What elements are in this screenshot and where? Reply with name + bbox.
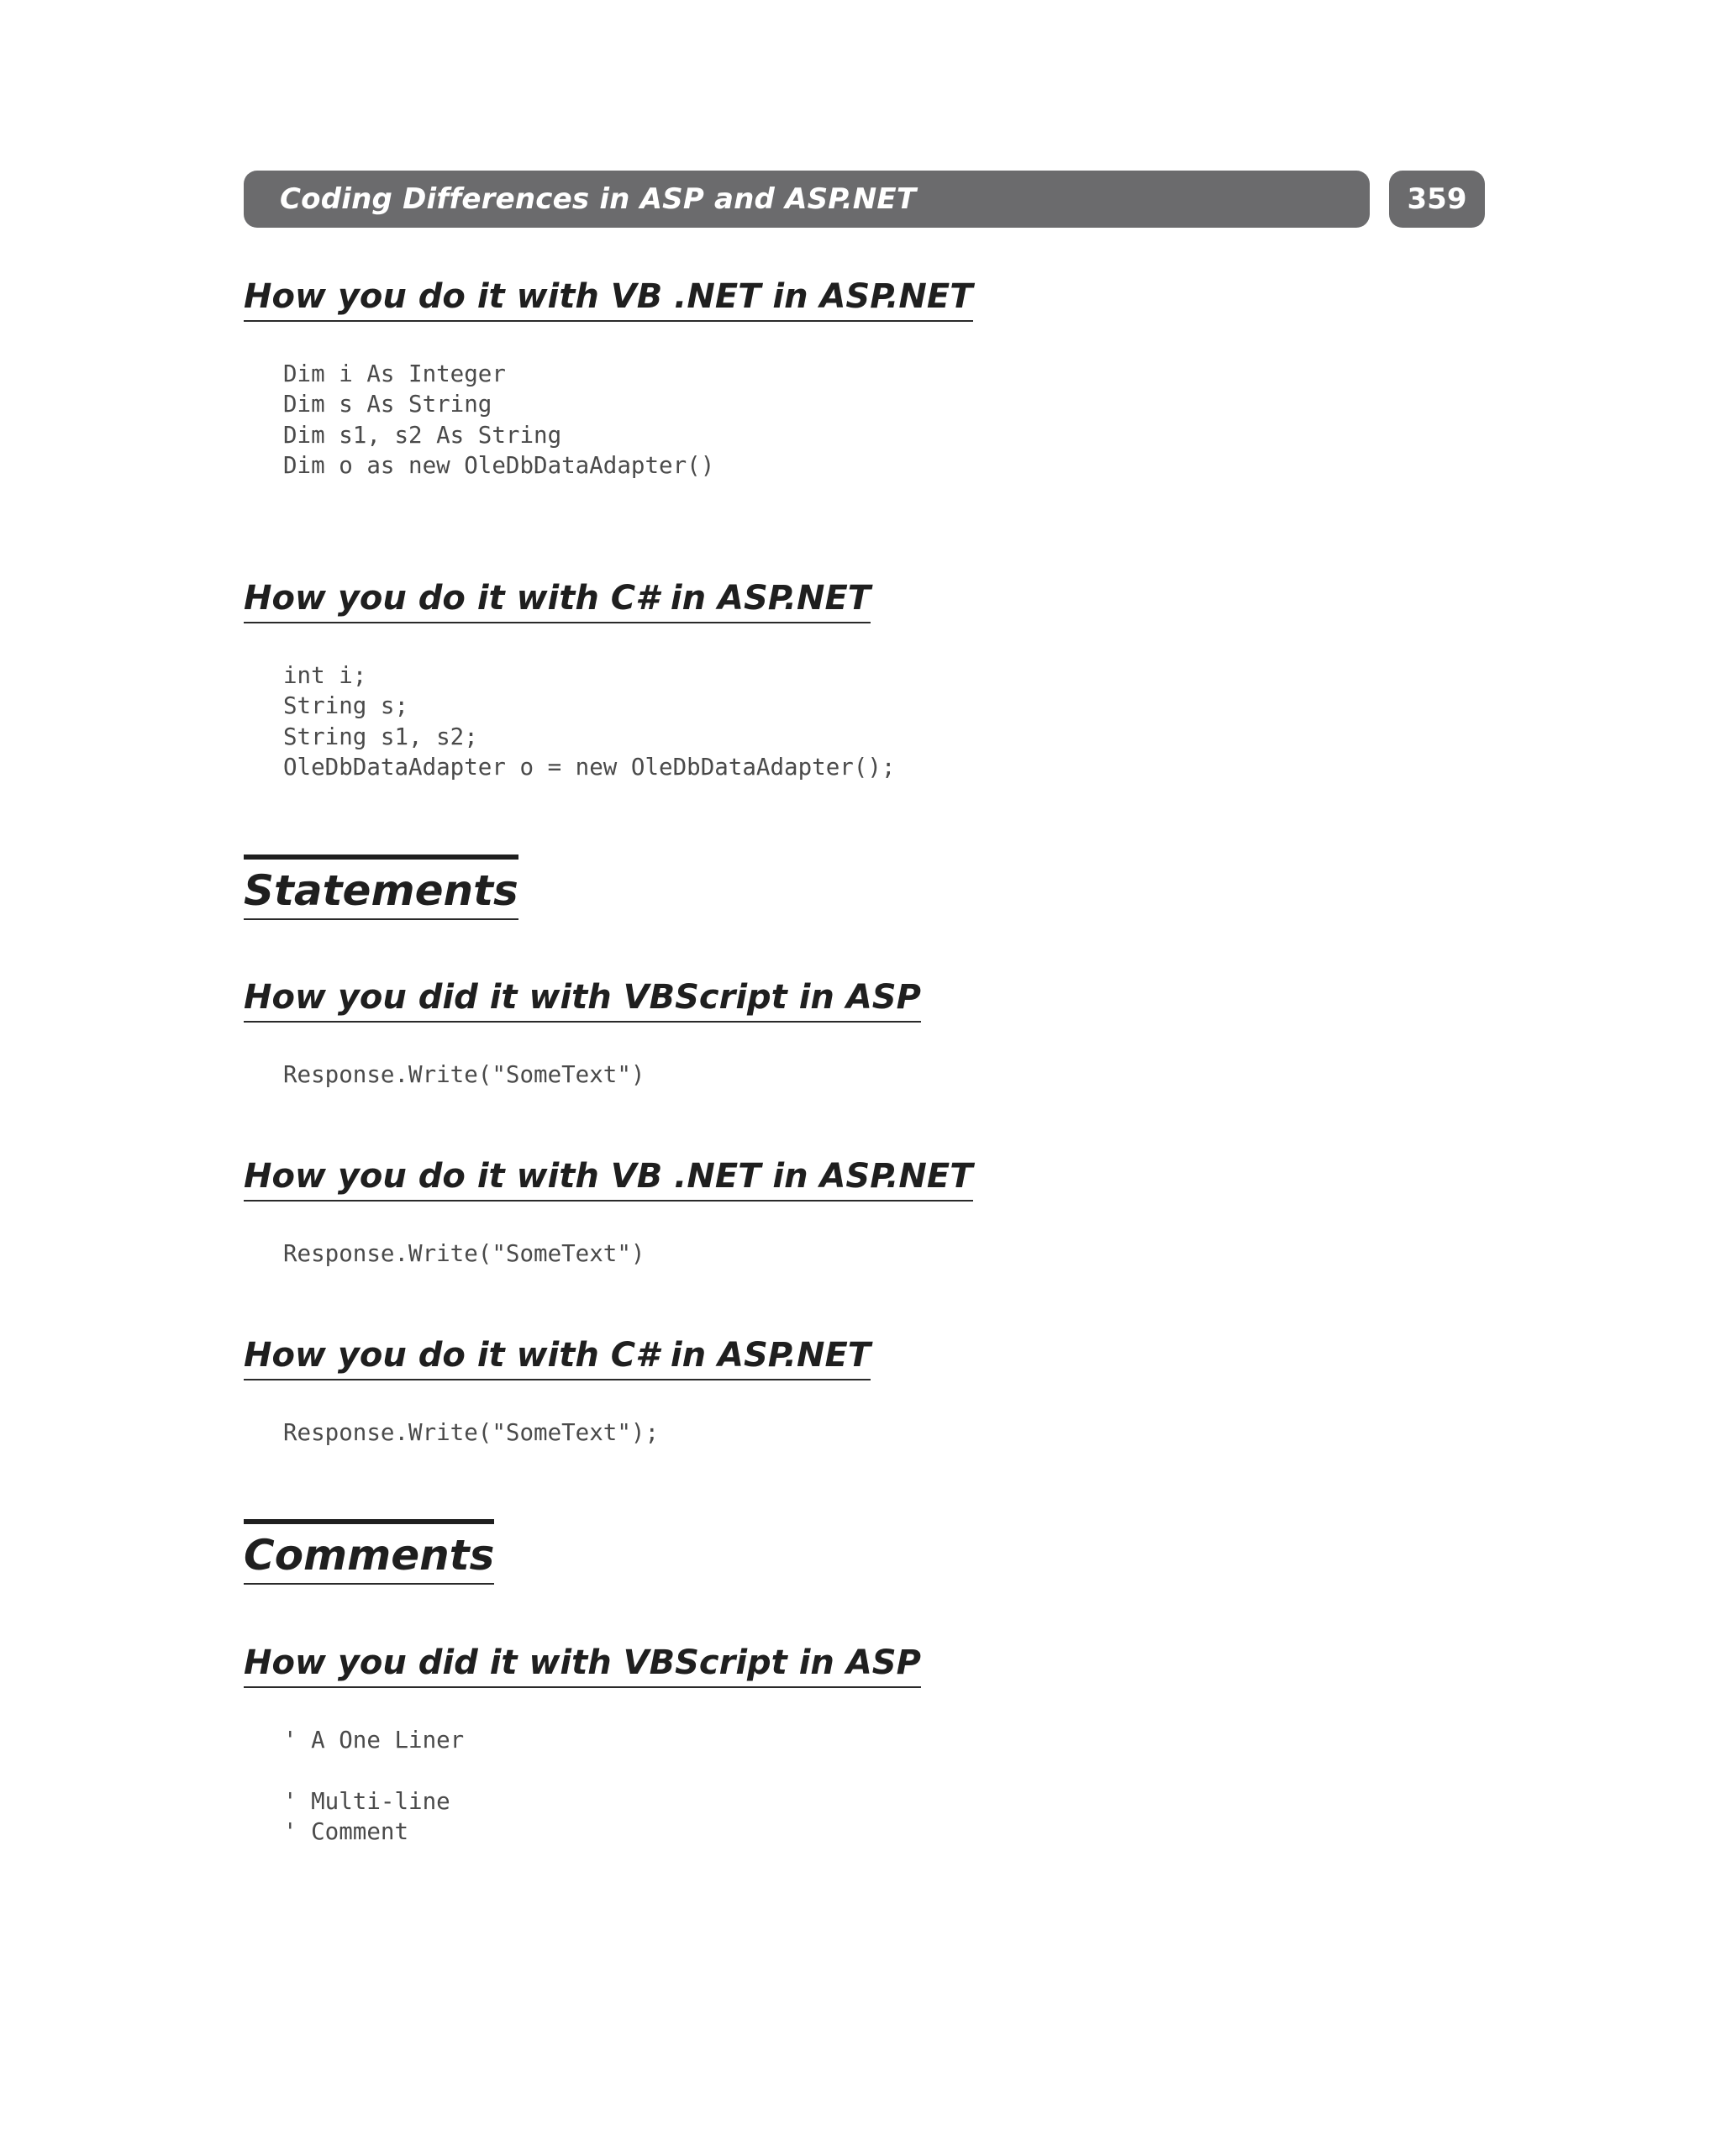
code-line: ' A One Liner bbox=[283, 1727, 465, 1754]
code-csharp-declarations bbox=[283, 660, 895, 783]
code-line: Response.Write("SomeText") bbox=[283, 1061, 645, 1088]
code-vbscript-statements bbox=[283, 1060, 645, 1090]
code-line: Dim s1, s2 As String bbox=[283, 421, 562, 449]
subheading-vbscript-statements: How you did it with VBScript in ASP bbox=[244, 975, 921, 1023]
subheading-vbnet-declarations: How you do it with VB .NET in ASP.NET bbox=[244, 275, 973, 322]
running-header bbox=[244, 171, 1370, 228]
code-line: Response.Write("SomeText"); bbox=[283, 1419, 660, 1446]
code-line: Dim o as new OleDbDataAdapter() bbox=[283, 452, 715, 480]
code-line: String s1, s2; bbox=[283, 723, 478, 750]
code-vbnet-statements bbox=[283, 1238, 645, 1269]
page-number: 359 bbox=[1389, 171, 1485, 228]
subheading-csharp-statements: How you do it with C# in ASP.NET bbox=[244, 1333, 871, 1380]
code-line: OleDbDataAdapter o = new OleDbDataAdapter(); bbox=[283, 754, 896, 781]
subheading-csharp-declarations: How you do it with C# in ASP.NET bbox=[244, 576, 871, 623]
code-line: Dim i As Integer bbox=[283, 360, 506, 387]
code-line: int i; bbox=[283, 662, 367, 689]
code-csharp-statements bbox=[283, 1417, 659, 1448]
section-heading-comments: Comments bbox=[244, 1519, 494, 1585]
code-line: ' Comment bbox=[283, 1818, 409, 1846]
running-header-title: Coding Differences in ASP and ASP.NET bbox=[280, 182, 917, 216]
section-heading-statements: Statements bbox=[244, 855, 518, 920]
code-line: Dim s As String bbox=[283, 391, 492, 418]
code-line: String s; bbox=[283, 692, 409, 720]
subheading-vbscript-comments: How you did it with VBScript in ASP bbox=[244, 1641, 921, 1688]
code-line: Response.Write("SomeText") bbox=[283, 1240, 645, 1267]
code-vbnet-declarations bbox=[283, 359, 714, 481]
subheading-vbnet-statements: How you do it with VB .NET in ASP.NET bbox=[244, 1154, 973, 1202]
code-vbscript-comments bbox=[283, 1725, 464, 1848]
code-line: ' Multi-line bbox=[283, 1787, 450, 1815]
code-line bbox=[283, 1755, 464, 1785]
